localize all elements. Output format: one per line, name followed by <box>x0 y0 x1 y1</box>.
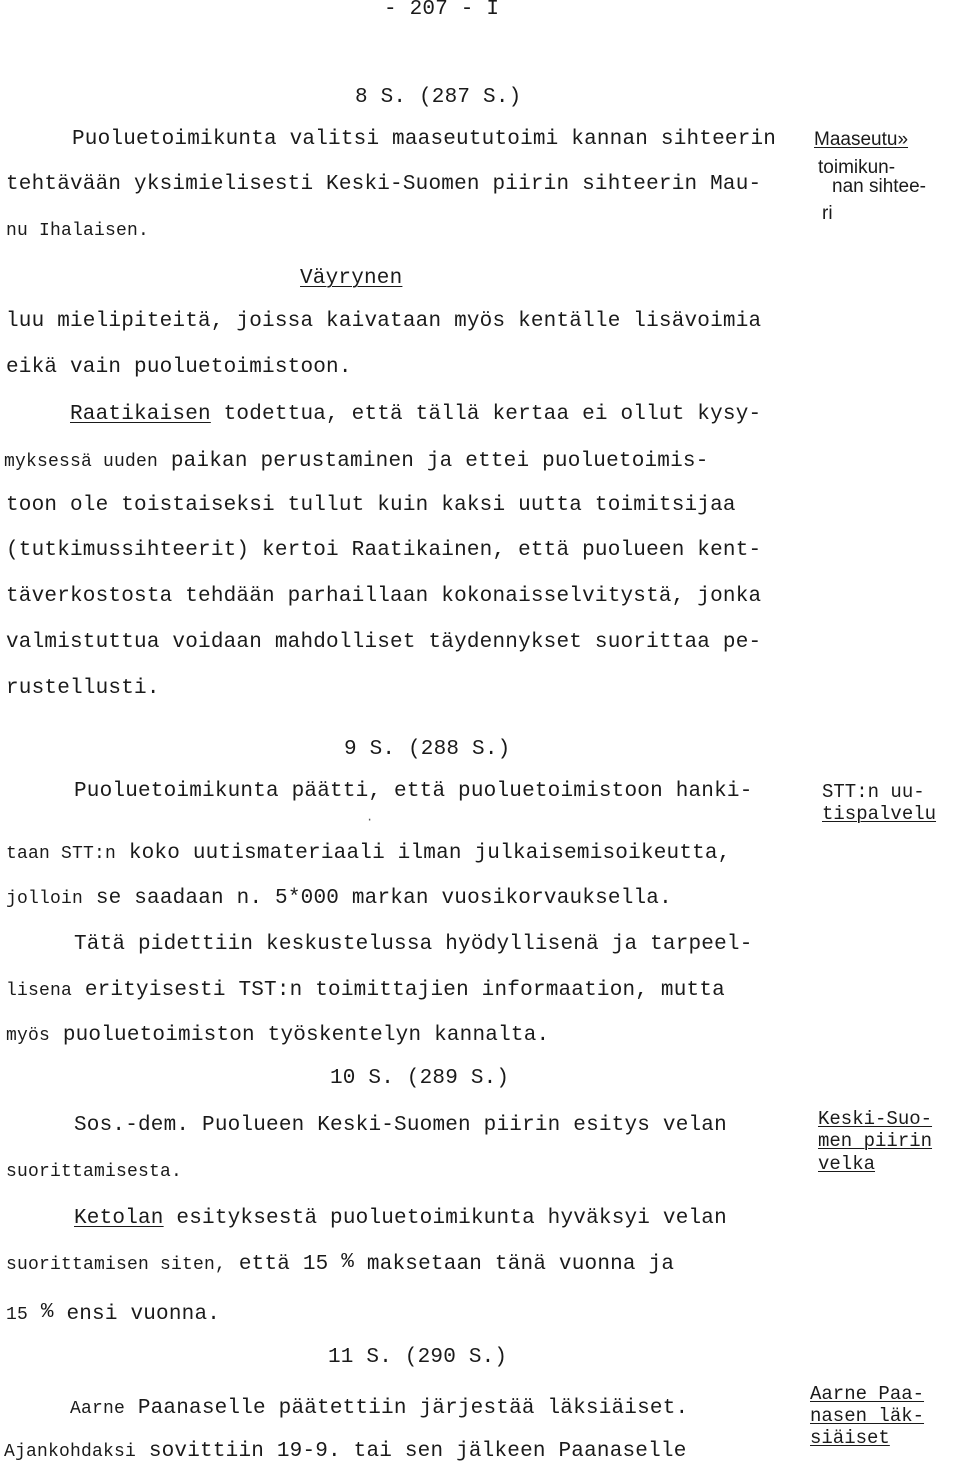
margin-note-line: nan sihtee- <box>832 176 927 197</box>
paragraph-line: Puoluetoimikunta valitsi maaseututoimi kannan sihteerin <box>72 128 777 151</box>
paragraph-line: luu mielipiteitä, joissa kaivataan myös kentälle lisävoimia <box>6 310 762 333</box>
margin-note-line: siäiset <box>810 1427 890 1449</box>
paragraph-line: Ketolan esityksestä puoluetoimikunta hyväksyi velan <box>74 1207 727 1230</box>
margin-note-line: velka <box>818 1153 876 1175</box>
paragraph-line: Tätä pidettiin keskustelussa hyödyllisenä ja tarpeel- <box>74 933 753 956</box>
margin-note-line: tispalvelu <box>822 803 937 825</box>
percent-sign: % <box>341 1251 355 1274</box>
paragraph-line: suorittamisesta. <box>6 1162 183 1182</box>
section-heading-10: 10 S. (289 S.) <box>330 1067 510 1090</box>
section-heading-9: 9 S. (288 S.) <box>344 738 511 761</box>
paragraph-line: myksessä uuden paikan perustaminen ja ettei puoluetoimis- <box>4 450 709 473</box>
speaker-name: Raatikaisen <box>70 403 211 426</box>
paragraph-line: täverkostosta tehdään parhaillaan kokonaisselvitystä, jonka <box>6 585 762 608</box>
speaker-name: Ketolan <box>74 1207 164 1230</box>
paragraph-line: myös puoluetoimiston työskentelyn kannalta. <box>6 1024 550 1047</box>
margin-note-line: Maaseutu» <box>814 129 909 150</box>
paragraph-line: Ajankohdaksi sovittiin 19-9. tai sen jälkeen Paanaselle <box>4 1440 687 1463</box>
paragraph-line: lisena erityisesti TST:n toimittajien informaation, mutta <box>6 979 725 1002</box>
speaker-name: Väyrynen <box>300 267 403 290</box>
paragraph-line: Aarne Paanaselle päätettiin järjestää läksiäiset. <box>70 1397 689 1420</box>
margin-note-line: toimikun- <box>818 157 896 178</box>
paragraph-line: toon ole toistaiseksi tullut kuin kaksi uutta toimitsijaa <box>6 494 736 517</box>
margin-note-line: Keski-Suo- <box>818 1108 933 1130</box>
margin-note-line: Aarne Paa- <box>810 1383 925 1405</box>
paragraph-line: tehtävään yksimielisesti Keski-Suomen piirin sihteerin Mau- <box>6 173 762 196</box>
paragraph-line: Sos.-dem. Puolueen Keski-Suomen piirin esitys velan <box>74 1114 727 1137</box>
paragraph-line: Raatikaisen todettua, että tällä kertaa ei ollut kysy- <box>70 403 762 426</box>
margin-note-line: nasen läk- <box>810 1405 925 1427</box>
percent-sign: % <box>40 1301 54 1324</box>
margin-note-line: men piirin <box>818 1130 933 1152</box>
paragraph-line: (tutkimussihteerit) kertoi Raatikainen, että puolueen kent- <box>6 539 762 562</box>
paragraph-line: 15 % ensi vuonna. <box>6 1301 221 1326</box>
paragraph-line: suorittamisen siten, että 15 % maksetaan tänä vuonna ja <box>6 1251 675 1276</box>
paragraph-line: jolloin se saadaan n. 5*000 markan vuosikorvauksella. <box>6 887 672 910</box>
paragraph-line: eikä vain puoluetoimistoon. <box>6 356 352 379</box>
page-number: - 207 - I <box>384 0 500 21</box>
paragraph-line: Puoluetoimikunta päätti, että puoluetoimistoon hanki- <box>74 780 753 803</box>
paragraph-line: taan STT:n koko uutismateriaali ilman julkaisemisoikeutta, <box>6 842 731 865</box>
paragraph-line: nu Ihalaisen. <box>6 221 150 241</box>
ink-speck: · <box>366 813 374 827</box>
paragraph-line: rustellusti. <box>6 677 160 700</box>
section-heading-11: 11 S. (290 S.) <box>328 1346 508 1369</box>
margin-note-line: ri <box>822 203 833 224</box>
paragraph-line: valmistuttua voidaan mahdolliset täydennykset suorittaa pe- <box>6 631 762 654</box>
margin-note-line: STT:n uu- <box>822 781 925 803</box>
section-heading-8: 8 S. (287 S.) <box>355 86 522 109</box>
